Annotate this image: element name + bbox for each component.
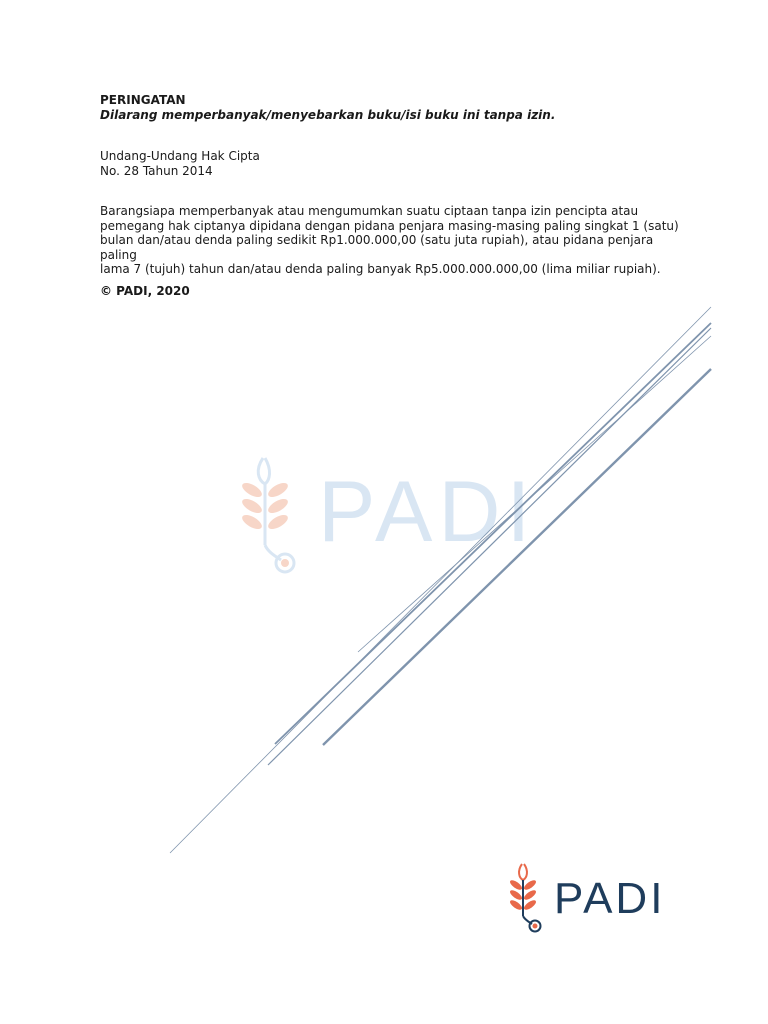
penalty-line: pemegang hak ciptanya dipidana dengan pidana penjara masing-masing paling singkat 1 (satu) [100,218,679,233]
rice-stalk-icon [509,864,541,932]
penalty-line: lama 7 (tujuh) tahun dan/atau denda paling banyak Rp5.000.000.000,00 (lima miliar rupiah). [100,262,661,277]
law-name: Undang-Undang Hak Cipta [100,149,260,163]
copyright-notice: © PADI, 2020 [100,284,190,298]
watermark-rice-stalk-icon [240,458,294,572]
law-number: No. 28 Tahun 2014 [100,163,213,178]
penalty-line: Barangsiapa memperbanyak atau mengumumkan suatu ciptaan tanpa izin pencipta atau [100,204,639,218]
watermark-text: PADI [318,464,537,560]
diagonal-lines [170,307,711,853]
warning-title: PERINGATAN [100,93,186,107]
penalty-line: bulan dan/atau denda paling sedikit Rp1.000.000,00 (satu juta rupiah), atau pidana penjara paling [100,233,654,262]
warning-prohibition: Dilarang memperbanyak/menyebarkan buku/isi buku ini tanpa izin. [100,107,556,122]
padi-logo [506,858,676,938]
logo-wordmark: PADI [554,874,666,923]
